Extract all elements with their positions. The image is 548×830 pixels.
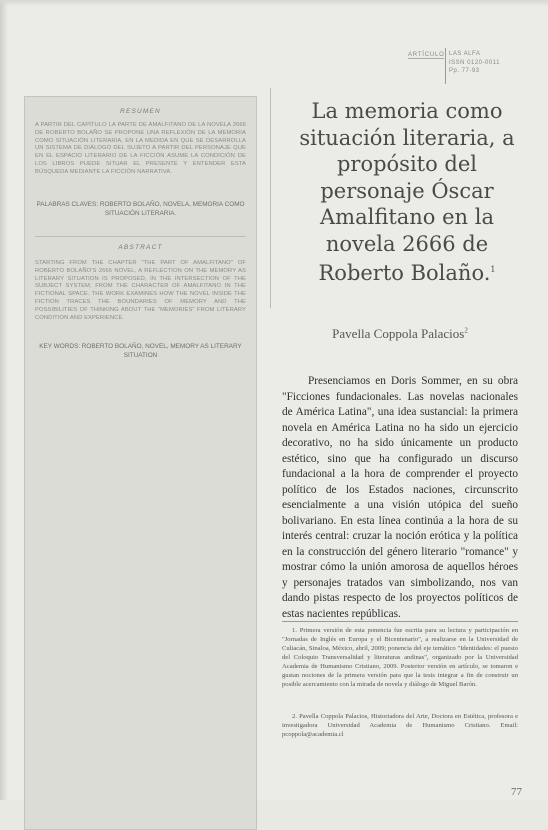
footnote-marker: 2 [292, 713, 296, 720]
article-title-text: La memoria como situación literaria, a propósito del personaje Óscar Amalfitano en la novela 2666 de Roberto Bolaño. [299, 99, 515, 285]
abstract-divider [35, 236, 246, 237]
journal-meta-line: Pp. 77-93 [449, 68, 480, 74]
abstract-en-keywords: KEY WORDS: ROBERTO BOLAÑO, NOVEL, MEMORY AS LITERARY SITUATION [39, 343, 242, 359]
article-author [282, 326, 518, 342]
header-rule [408, 58, 444, 59]
footnote: 1. Primera versión de esta ponencia fue escrita para su lectura y participación en "Jornadas de Inglés en Europa y el Bicentenario", a realizarse en la Universidad de Culiacán, Sinaloa, México, abril, 2009; ponencia del eje temático "Identidades: el puesto del Coloquio Transversalidad y literaturas andinas", organizado por la Universidad Academia de Humanismo Cristiano, 2009. Posterior versión en artículo, se tomaron e gustan nociones de la primera versión para que la tesis integrar a fin de construir un posible acercamiento con la mirada de novela y diálogo de Miguel Barón. [282, 627, 518, 688]
journal-meta-line: ISSN 0120-0011 [449, 59, 500, 66]
article-body: Presenciamos en Doris Sommer, en su obra "Ficciones fundacionales. Las novelas nacionales de América Latina", una idea sustancial: la primera novela en América Latina no ha sido un ejercicio decorativo, no ha sido únicamente un producto estético, sino que ha configurado un discurso fundacional a la hora de comprender el proyecto político de los Estados naciones, circunscrito esencialmente a una visión utópica del sueño bolivariano. En esta línea continúa a la hora de su interés central: cruzar la noción erótica y la política en la construcción del género literario "romance" y mostrar cómo la unión amorosa de aquellos héroes y personajes tratados van simbolizando, nos van dando pistas respecto de los proyectos políticos de estas nacientes repúblicas. [282, 375, 518, 620]
title-footnote-marker: 1 [490, 265, 496, 274]
footnote-text: Primera versión de esta ponencia fue escrita para su lectura y participación en "Jornadas de Inglés en Europa y el Bicentenario", a realizarse en la Universidad de Culiacán, Sinaloa, México, abril, 2009; ponencia del eje temático "Identidades: el puesto del Coloquio Transversalidad y literaturas andinas", organizado por la Universidad Academia de Humanismo Cristiano, 2009. Posterior versión en artículo, se tomaron e gustan nociones de la primera versión para que la tesis integrar a fin de construir un posible acercamiento con la mirada de novela y diálogo de Miguel Barón. [282, 627, 518, 688]
scan-shadow-top [0, 0, 548, 6]
author-name: Pavella Coppola Palacios [332, 326, 465, 341]
article-title [296, 98, 518, 287]
abstract-en-heading: ABSTRACT [118, 244, 163, 251]
scan-shadow-left [0, 0, 8, 800]
header-divider [445, 48, 446, 84]
section-tag: ARTÍCULO [408, 52, 445, 58]
abstract-es-keywords: PALABRAS CLAVES: ROBERTO BOLAÑO, NOVELA, MEMORIA COMO SITUACIÓN LITERARIA. [36, 201, 245, 217]
footnote-marker: 1 [292, 627, 296, 634]
abstract-en-body: STARTING FROM THE CHAPTER "THE PART OF AMALFITANO" OF ROBERTO BOLAÑO'S 2666 NOVEL, A REFLECTION ON THE MEMORY AS LITERARY SITUATION IS PROPOSED, IN THE INTERSECTION OF THE SUBJECT SYSTEM, FROM THE CHARACTER OF AMALFITANO IN THE FICTIONAL SPACE. THE WORK EXAMINES HOW THE NOVEL INSIDE THE FICTION TRACES THE BOUNDARIES OF MEMORY AND THE POSSIBILITIES OF THINKING ABOUT THE "MEMORIES" FROM LITERARY CONDITION AND EXPERIENCE. [35, 260, 246, 321]
abstract-es-body: A PARTIR DEL CAPÍTULO LA PARTE DE AMALFITANO DE LA NOVELA 2666 DE ROBERTO BOLAÑO SE PROPONE UNA REFLEXIÓN DE LA MEMORIA COMO SITUACIÓN LITERARIA, EN LA MEDIDA EN QUE SE DESARROLLA UN SISTEMA DE DIÁLOGO DEL SUJETO A PARTIR DEL PERSONAJE QUE EN EL ESPACIO LITERARIO DE LA FICCIÓN ASUME LA CONDICIÓN DE LOS LIBROS PUEDE SITUAR EL PRESENTE Y ENTENDER ESTA BÚSQUEDA MEDIANTE LA FICCIÓN NARRATIVA. [35, 122, 246, 175]
abstract-es-heading: RESUMEN [120, 108, 161, 115]
journal-meta [449, 50, 519, 76]
footnote-text: Pavella Coppola Palacios, Historiadora del Arte, Doctora en Estética, profesora e investigadora Universidad Academia de Humanismo Cristiano. Email: pcoppola@academia.cl [282, 713, 518, 738]
page-number: 77 [511, 786, 522, 798]
footnote-rule [282, 621, 518, 622]
footnote: 2. Pavella Coppola Palacios, Historiadora del Arte, Doctora en Estética, profesora e investigadora Universidad Academia de Humanismo Cristiano. Email: pcoppola@academia.cl [282, 713, 518, 738]
journal-meta-line: LAS ALFA [449, 51, 481, 57]
abstract-sidebar [24, 96, 257, 830]
author-footnote-marker: 2 [464, 326, 468, 335]
title-rule [270, 88, 271, 308]
